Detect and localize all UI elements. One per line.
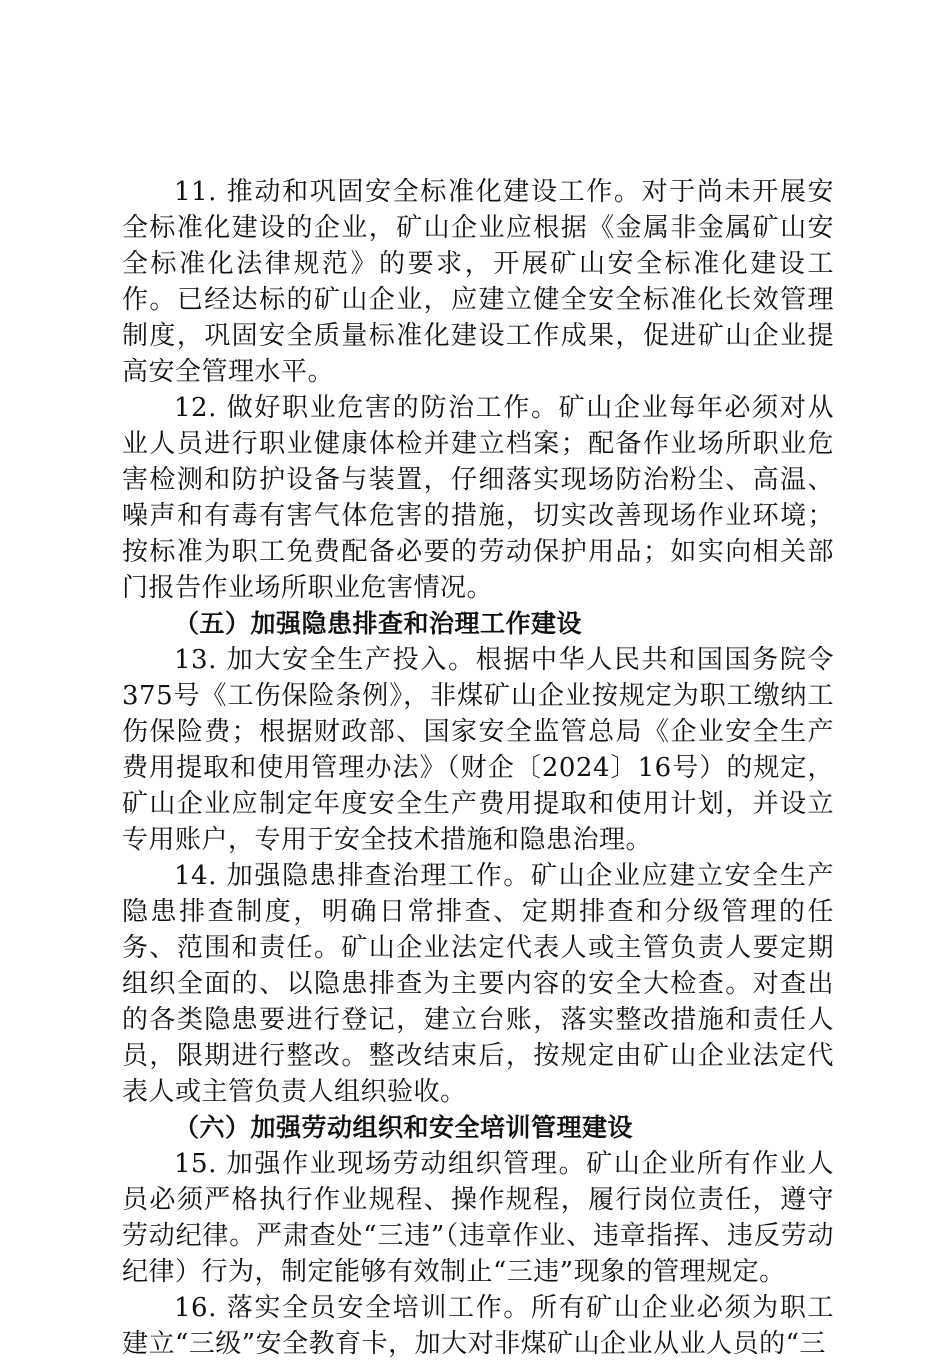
paragraph-13: 13. 加大安全生产投入。根据中华人民共和国国务院令375号《工伤保险条例》，非煤矿山企业按规定为职工缴纳工伤保险费；根据财政部、国家安全监管总局《企业安全生产费用提取和使用管理办法》（财企〔2024〕16号）的规定，矿山企业应制定年度安全生产费用提取和使用计划，并设立专用账户，专用于安全技术措施和隐患治理。 [122,645,834,855]
paragraph-14: 14. 加强隐患排查治理工作。矿山企业应建立安全生产隐患排查制度，明确日常排查、定期排查和分级管理的任务、范围和责任。矿山企业法定代表人或主管负责人要定期组织全面的、以隐患排查为主要内容的安全大检查。对查出的各类隐患要进行登记，建立台账，落实整改措施和责任人员，限期进行整改。整改结束后，按规定由矿山企业法定代表人或主管负责人组织验收。 [122,861,834,1107]
document-page [122,174,834,1362]
paragraph-15: 15. 加强作业现场劳动组织管理。矿山企业所有作业人员必须严格执行作业规程、操作规程，履行岗位责任，遵守劳动纪律。严肃查处“三违”（违章作业、违章指挥、违反劳动纪律）行为，制定能够有效制止“三违”现象的管理规定。 [122,1149,834,1287]
section-heading-5: （五）加强隐患排查和治理工作建设 [174,609,583,638]
paragraph-16: 16. 落实全员安全培训工作。所有矿山企业必须为职工建立“三级”安全教育卡，加大对非煤矿山企业从业人员的“三 [122,1293,834,1359]
paragraph-12: 12. 做好职业危害的防治工作。矿山企业每年必须对从业人员进行职业健康体检并建立档案；配备作业场所职业危害检测和防护设备与装置，仔细落实现场防治粉尘、高温、噪声和有毒有害气体危害的措施，切实改善现场作业环境；按标准为职工免费配备必要的劳动保护用品；如实向相关部门报告作业场所职业危害情况。 [122,393,834,603]
section-heading-6: （六）加强劳动组织和安全培训管理建设 [174,1113,634,1142]
paragraph-11: 11. 推动和巩固安全标准化建设工作。对于尚未开展安全标准化建设的企业，矿山企业应根据《金属非金属矿山安全标准化法律规范》的要求，开展矿山安全标准化建设工作。已经达标的矿山企业，应建立健全安全标准化长效管理制度，巩固安全质量标准化建设工作成果，促进矿山企业提高安全管理水平。 [122,177,834,387]
